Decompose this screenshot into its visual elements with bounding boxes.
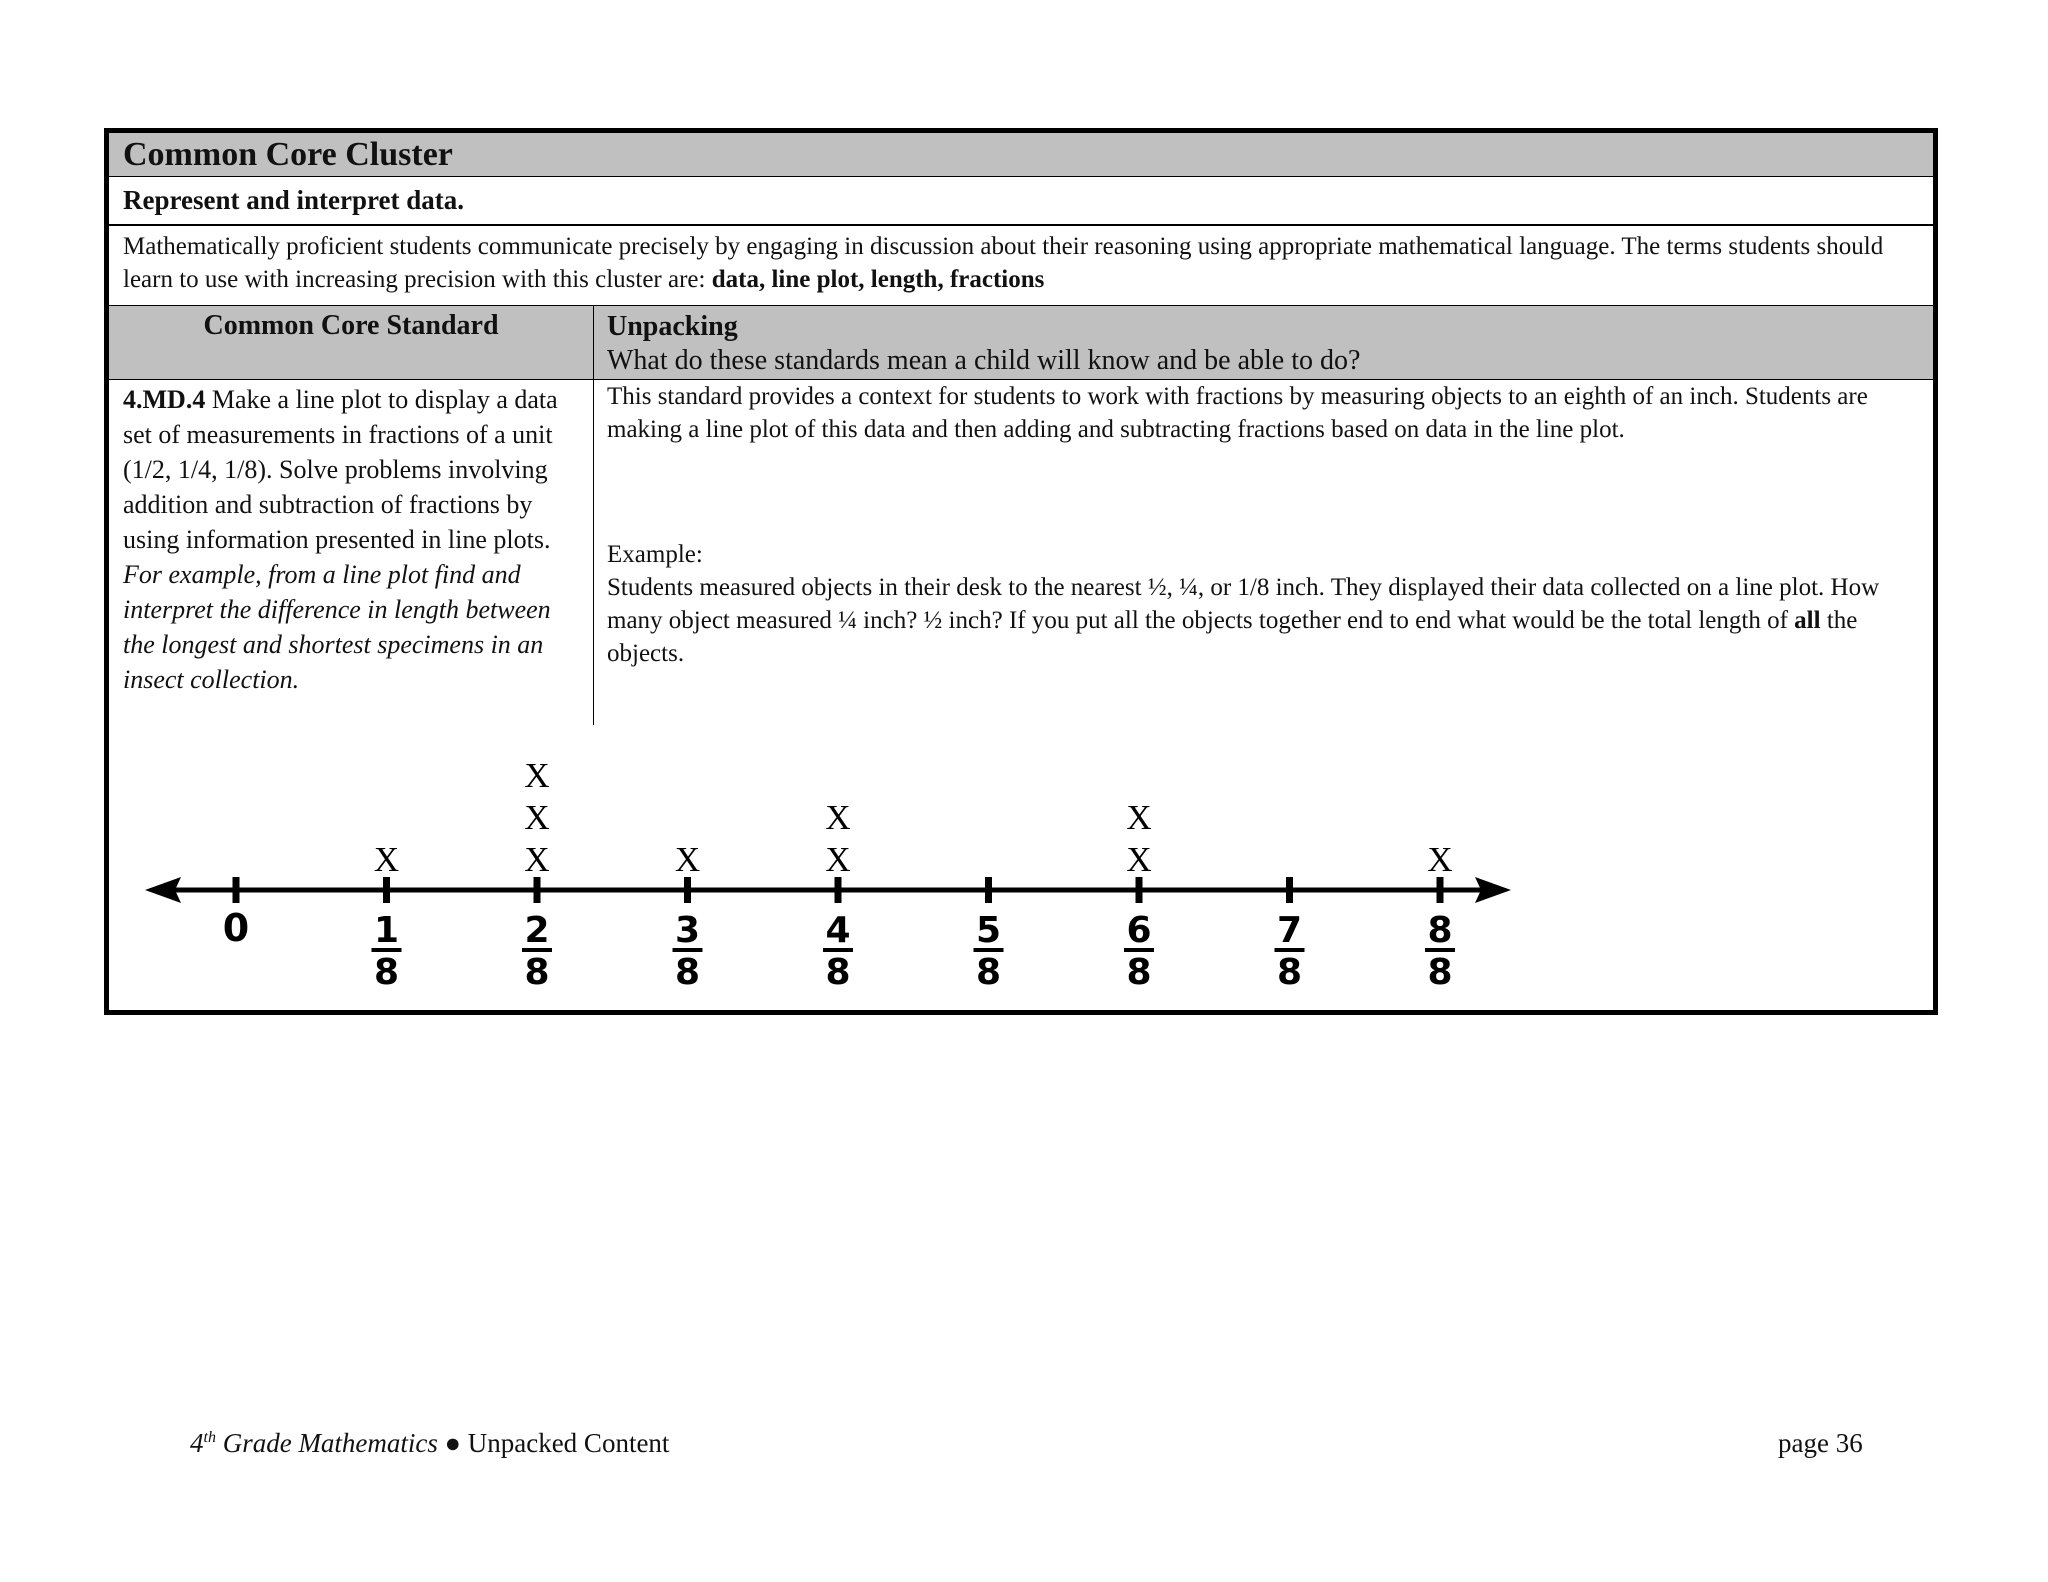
data-point-x: X xyxy=(524,840,550,879)
tick-numerator: 8 xyxy=(1427,910,1453,951)
tick-label: 0 xyxy=(222,906,250,950)
footer-grade-title: Grade Mathematics xyxy=(215,1428,438,1458)
unpacking-paragraph: This standard provides a context for students to work with fractions by measuring objects to an eighth of an inch. Students are making a line plot of this data and then adding and subtracting fractions based on data in the line plot. xyxy=(607,383,1868,443)
tick-denominator: 8 xyxy=(975,952,1002,993)
tick-numerator: 7 xyxy=(1276,910,1303,951)
tick-denominator: 8 xyxy=(524,952,550,993)
example-text-bold: all xyxy=(1794,607,1821,634)
cluster-name: Represent and interpret data. xyxy=(109,177,1933,226)
tick-denominator: 8 xyxy=(674,952,701,993)
unpacking-cell xyxy=(607,380,1927,670)
data-point-x: X xyxy=(825,798,851,837)
column-headers xyxy=(109,306,1933,380)
tick-denominator: 8 xyxy=(825,952,851,993)
unpacking-header-title: Unpacking xyxy=(607,311,738,342)
standard-code: 4.MD.4 xyxy=(123,385,206,414)
data-point-x: X xyxy=(1126,840,1152,879)
tick-numerator: 4 xyxy=(825,910,851,951)
unpacking-column-header xyxy=(607,310,1360,378)
data-point-x: X xyxy=(373,840,400,879)
tick-numerator: 3 xyxy=(674,910,701,951)
tick-numerator: 6 xyxy=(1126,910,1152,951)
example-text-after: the objects. xyxy=(607,607,1858,667)
unpacking-header-subtitle: What do these standards mean a child will know and be able to do? xyxy=(607,345,1361,376)
footer-subtitle: Unpacked Content xyxy=(467,1428,670,1458)
intro-terms: data, line plot, length, fractions xyxy=(711,266,1045,293)
standard-row xyxy=(109,380,1933,725)
cluster-intro xyxy=(109,226,1933,306)
data-point-x: X xyxy=(1126,798,1152,837)
footer-grade-number: 4 xyxy=(190,1428,204,1458)
tick-numerator: 5 xyxy=(975,910,1002,951)
standard-example: For example, from a line plot find and interpret the difference in length between the longest and shortest specimens in an insect collection. xyxy=(123,560,551,694)
data-point-x: X xyxy=(524,756,550,795)
standard-cell xyxy=(109,380,594,725)
example-label: Example: xyxy=(607,541,703,568)
tick-numerator: 2 xyxy=(524,910,550,951)
tick-numerator: 1 xyxy=(373,910,400,951)
tick-denominator: 8 xyxy=(1276,952,1303,993)
tick-denominator: 8 xyxy=(1427,952,1453,993)
line-plot xyxy=(109,725,1933,1015)
data-point-x: X xyxy=(1427,840,1453,879)
example-text-before: Students measured objects in their desk to the nearest ½, ¼, or 1/8 inch. They displayed their data collected on a line plot. How many object measured ¼ inch? ½ inch? If you put all the objects together end to end what would be the total length of xyxy=(607,574,1880,634)
page-number: page 36 xyxy=(1778,1428,1863,1458)
intro-text: Mathematically proficient students communicate precisely by engaging in discussion about their reasoning using appropriate mathematical language. The terms students should learn to use with increasing precision with this cluster are: xyxy=(123,233,1884,293)
tick-denominator: 8 xyxy=(373,952,400,993)
footer-title xyxy=(190,1428,669,1459)
data-point-x: X xyxy=(524,798,550,837)
standard-text: Make a line plot to display a data set of measurements in fractions of a unit (1/2, 1/4, 1/8). Solve problems involving addition and subtraction of fractions by using information presented in line plots. xyxy=(123,385,558,554)
data-point-x: X xyxy=(674,840,701,879)
footer-bullet: ● xyxy=(437,1428,468,1458)
footer-grade-suffix: th xyxy=(203,1429,216,1446)
standards-table xyxy=(104,128,1938,1015)
standard-column-header: Common Core Standard xyxy=(109,306,594,379)
cluster-heading: Common Core Cluster xyxy=(109,133,1933,177)
example-text xyxy=(607,571,1927,670)
data-point-x: X xyxy=(825,840,851,879)
tick-denominator: 8 xyxy=(1126,952,1152,993)
